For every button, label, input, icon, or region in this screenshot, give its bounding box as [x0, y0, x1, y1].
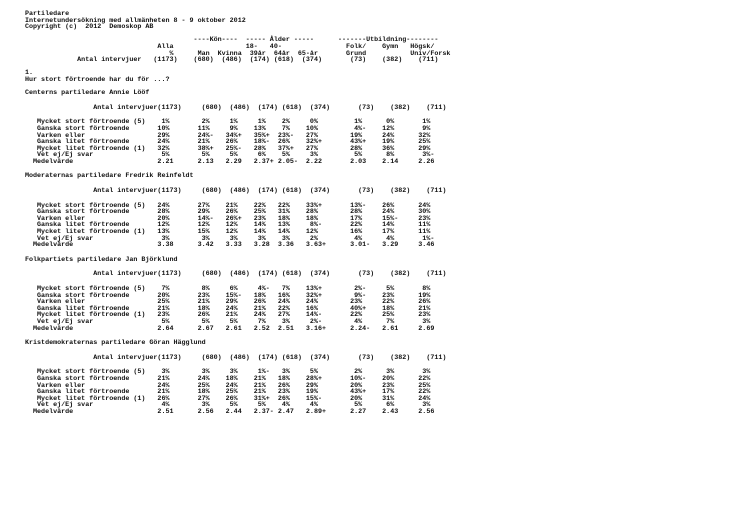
- section-title: Centerns partiledare Annie Lööf: [25, 89, 150, 98]
- table-row: Mycket stort förtroende (5) 7% 8% 6% 4%- 7% 13%+ 2%- 5% 8%: [25, 285, 431, 293]
- report-title: Partiledare: [25, 10, 70, 18]
- table-row: Ganska stort förtroende 21% 24% 18% 21% 18% 28%+ 10%- 20% 22%: [25, 374, 431, 383]
- table-row: Vet ej/Ej svar 3% 3% 3% 3% 3% 2% 4% 4% 1%-: [25, 234, 435, 243]
- banner-line: ----Kön---- ----- Ålder ----- -------Utbildning--------: [25, 36, 439, 45]
- section-base-line: Antal intervjuer(1173) (680) (486) (174) (618) (374) (73) (382) (711): [25, 270, 447, 279]
- table-row: Varken eller 20% 14%- 26%+ 23% 18% 18% 17% 15%- 23%: [25, 214, 431, 223]
- section-base-line: Antal intervjuer(1173) (680) (486) (174) (618) (374) (73) (382) (711): [25, 187, 447, 196]
- banner-base-line: Antal intervjuer (1173) (680) (486) (174) (618) (374) (73) (382) (711): [25, 56, 439, 65]
- mean-row: Medelvärde 2.21 2.13 2.29 2.37+ 2.05- 2.22 2.03 2.14 2.26: [25, 157, 435, 166]
- section-title: Folkpartiets partiledare Jan Björklund: [25, 255, 178, 264]
- table-row: Varken eller 25% 21% 29% 26% 24% 24% 23% 22% 26%: [25, 298, 431, 307]
- copyright-line: Copyright (c) 2012 Demoskop AB: [25, 23, 154, 32]
- table-row: Ganska stort förtroende 10% 11% 9% 13% 7% 10% 4%- 12% 9%: [25, 124, 431, 133]
- table-row: Ganska litet förtroende 21% 18% 24% 21% 22% 16% 40%+ 18% 21%: [25, 304, 431, 313]
- table-row: Vet ej/Ej svar 5% 5% 5% 7% 3% 2%- 4% 7% 3%: [25, 317, 431, 326]
- section-base-line: Antal intervjuer(1173) (680) (486) (174) (618) (374) (73) (382) (711): [25, 353, 447, 362]
- mean-row: Medelvärde 2.51 2.56 2.44 2.37- 2.47 2.89+ 2.27 2.43 2.56: [25, 407, 435, 416]
- report-subtitle: Internetundersökning med allmänheten 8 - 9 oktober 2012: [25, 16, 246, 25]
- table-row: Ganska stort förtroende 28% 29% 26% 25% 31% 28% 28% 24% 30%: [25, 208, 431, 217]
- mean-row: Medelvärde 3.38 3.42 3.33 3.28 3.36 3.63+ 3.01- 3.29 3.46: [25, 241, 435, 250]
- banner-line: Alla 18- 40- Folk/ Gymn Högsk/: [25, 42, 435, 51]
- table-row: Vet ej/Ej svar 5% 5% 5% 6% 5% 3% 5% 8% 3%-: [25, 151, 435, 160]
- spacer: [25, 64, 450, 71]
- crosstab-report: [25, 11, 450, 416]
- banner-line: % Man Kvinna 39år 64år 65-år Grund Univ/Forsk: [25, 49, 451, 58]
- table-row: Varken eller 24% 25% 24% 21% 26% 29% 20% 23% 25%: [25, 381, 431, 390]
- table-row: Ganska litet förtroende 12% 12% 12% 14% 13% 8%- 22% 14% 11%: [25, 221, 431, 230]
- section-base-line: Antal intervjuer(1173) (680) (486) (174) (618) (374) (73) (382) (711): [25, 103, 447, 112]
- table-row: Ganska litet förtroende 24% 21% 26% 18%- 26% 32%+ 43%+ 19% 25%: [25, 138, 431, 147]
- section-title: Kristdemokraternas partiledare Göran Hägglund: [25, 339, 206, 348]
- table-row: Mycket litet förtroende (1) 23% 26% 21% 24% 27% 14%- 22% 25% 23%: [25, 311, 431, 320]
- table-row: Ganska stort förtroende 20% 23% 15%- 18% 16% 32%+ 9%- 23% 19%: [25, 291, 431, 300]
- table-row: Mycket litet förtroende (1) 26% 27% 26% 31%+ 26% 15%- 20% 31% 24%: [25, 394, 431, 403]
- question-number: 1.: [25, 69, 34, 78]
- section-title: Moderaternas partiledare Fredrik Reinfeldt: [25, 172, 194, 181]
- mean-row: Medelvärde 2.64 2.67 2.61 2.52 2.51 3.16+ 2.24- 2.61 2.69: [25, 324, 435, 333]
- table-row: Ganska litet förtroende 21% 18% 25% 21% 23% 19% 43%+ 17% 22%: [25, 388, 431, 397]
- table-row: Mycket litet förtroende (1) 32% 38%+ 25%- 28% 37%+ 27% 28% 36% 29%: [25, 144, 431, 153]
- table-row: Mycket stort förtroende (5) 24% 27% 21% 22% 22% 33%+ 13%- 26% 24%: [25, 201, 431, 210]
- question-text: Hur stort förtroende har du för ...?: [25, 75, 170, 84]
- table-row: Mycket litet förtroende (1) 13% 15% 12% 14% 14% 12% 16% 17% 11%: [25, 228, 431, 237]
- table-row: Mycket stort förtroende (5) 1% 2% 1% 1% 2% 0% 1% 0% 1%: [25, 118, 431, 127]
- table-row: Mycket stort förtroende (5) 3% 3% 3% 1%- 3% 5% 2% 3% 3%: [25, 368, 431, 377]
- table-row: Varken eller 29% 24%- 34%+ 35%+ 23%- 27% 19% 24% 32%: [25, 131, 431, 140]
- table-row: Vet ej/Ej svar 4% 3% 5% 5% 4% 4% 5% 6% 3%: [25, 401, 431, 410]
